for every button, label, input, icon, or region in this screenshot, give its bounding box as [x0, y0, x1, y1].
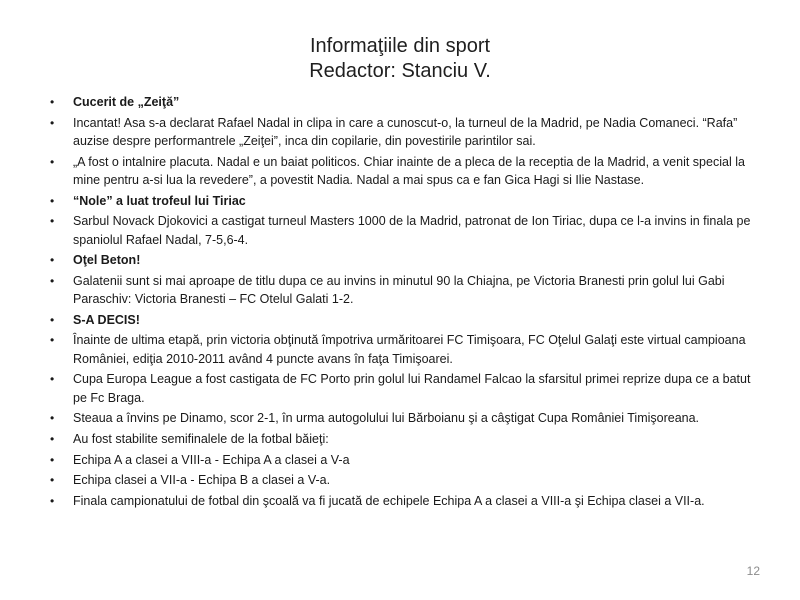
item-text: Steaua a învins pe Dinamo, scor 2-1, în urma autogolului lui Bărboianu şi a câştigat Cupa României Timişoreana.	[73, 411, 700, 426]
item-text: S-A DECIS!	[73, 312, 140, 327]
bullet-icon: •	[50, 452, 55, 467]
bullet-icon: •	[50, 372, 55, 387]
title-line-2: Redactor: Stanciu V.	[309, 60, 491, 82]
list-item	[50, 451, 762, 469]
bullet-icon: •	[50, 312, 55, 327]
bullet-icon: •	[50, 431, 55, 446]
item-text: Sarbul Novack Djokovici a castigat turneul Masters 1000 de la Madrid, patronat de Ion Tiriac, dupa ce l-a invins in finala pe spaniolul Rafael Nadal, 7-5,6-4.	[73, 214, 751, 247]
item-text: Au fost stabilite semifinalele de la fotbal băieţi:	[73, 431, 329, 446]
bullet-icon: •	[50, 473, 55, 488]
item-text: “Nole” a luat trofeul lui Tiriac	[73, 193, 246, 208]
item-text: Incantat! Asa s-a declarat Rafael Nadal in clipa in care a cunoscut-o, la turneul de la Madrid, pe Nadia Comaneci. “Rafa” auzise despre performantrele „Zeiţei”, inca din copilarie, din povestirile parintilor sai.	[73, 115, 738, 148]
list-item	[50, 331, 762, 368]
item-text: Oţel Beton!	[73, 253, 141, 268]
list-item	[50, 409, 762, 427]
bullet-icon: •	[50, 154, 55, 169]
item-text: Înainte de ultima etapă, prin victoria obţinută împotriva urmăritoarei FC Timişoara, FC Oţelul Galaţi este virtual campioana României, ediţia 2010-2011 având 4 puncte avans în faţa Timişoarei.	[73, 333, 746, 366]
bullet-icon: •	[50, 193, 55, 208]
headline-item	[50, 93, 762, 111]
list-item	[50, 492, 762, 510]
bullet-icon: •	[50, 214, 55, 229]
bullet-icon: •	[50, 333, 55, 348]
title-line-1: Informaţiile din sport	[309, 35, 491, 57]
list-item	[50, 114, 762, 151]
bullet-icon: •	[50, 95, 55, 109]
bullet-icon: •	[50, 493, 55, 508]
item-text: Cucerit de „Zeiţă”	[73, 95, 180, 109]
list-item	[50, 471, 762, 489]
headline-item	[50, 251, 762, 269]
item-text: Cupa Europa League a fost castigata de FC Porto prin golul lui Randamel Falcao la sfarsitul primei reprize dupa ce a batut pe Fc Braga.	[73, 372, 751, 405]
bullet-list	[50, 93, 762, 512]
slide-title	[0, 34, 800, 84]
list-item	[50, 153, 762, 190]
list-item	[50, 212, 762, 249]
page-number: 12	[746, 564, 760, 578]
item-text: Galatenii sunt si mai aproape de titlu dupa ce au invins in minutul 90 la Chiajna, pe Victoria Branesti prin golul lui Gabi Paraschiv: Victoria Branesti – FC Otelul Galati 1-2.	[73, 273, 725, 307]
item-text: Echipa clasei a VII-a - Echipa B a clasei a V-a.	[73, 473, 331, 488]
item-text: „A fost o intalnire placuta. Nadal e un baiat politicos. Chiar inainte de a pleca de la receptia de la Madrid, a venit special la mine pentru a-si lua la revedere”, a povestit Nadia. Nadal a mai spus ca e fan Gica Hagi si Ilie Nastase.	[73, 154, 745, 187]
bullet-icon: •	[50, 115, 55, 130]
headline-item	[50, 192, 762, 210]
bullet-icon: •	[50, 253, 55, 268]
item-text: Finala campionatului de fotbal din şcoală va fi jucată de echipele Echipa A a clasei a VIII-a şi Echipa clasei a VII-a.	[73, 493, 705, 508]
headline-item	[50, 311, 762, 329]
item-text: Echipa A a clasei a VIII-a - Echipa A a clasei a V-a	[73, 452, 350, 467]
bullet-icon: •	[50, 411, 55, 426]
list-item	[50, 430, 762, 448]
bullet-icon: •	[50, 273, 55, 288]
list-item	[50, 272, 762, 309]
list-item	[50, 370, 762, 407]
